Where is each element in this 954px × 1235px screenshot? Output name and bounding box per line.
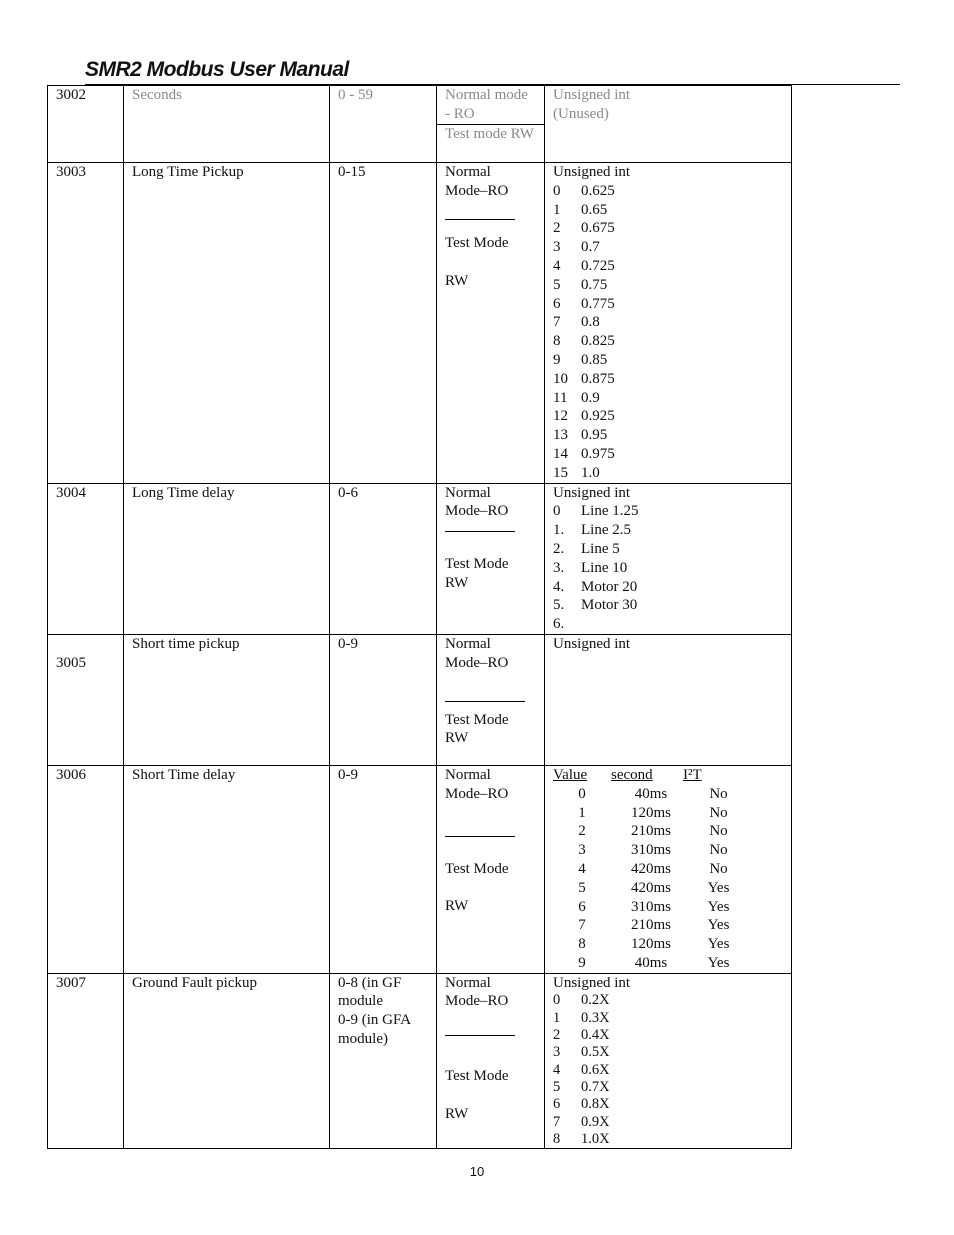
range-cell: 0-9 xyxy=(330,765,437,973)
list-item: 2 0.675 xyxy=(553,220,615,237)
name-cell: Short Time delay xyxy=(124,765,330,973)
table-row xyxy=(48,634,792,765)
table-row: 0 40ms No xyxy=(578,785,728,802)
type-label: Unsigned int xyxy=(553,87,631,103)
table-row: 8 120ms Yes xyxy=(578,936,730,953)
name-cell: Long Time Pickup xyxy=(124,163,330,484)
access-cell xyxy=(437,86,545,163)
list-item: 1. Line 2.5 xyxy=(553,522,631,539)
access-normal: Normal Mode–RO xyxy=(445,974,509,1010)
access-test: Test mode RW xyxy=(437,124,544,144)
table-row xyxy=(48,765,792,973)
list-item: 7 0.8 xyxy=(553,314,600,331)
range-cell: 0-9 xyxy=(330,634,437,765)
list-item: 9 0.85 xyxy=(553,351,608,368)
access-cell xyxy=(437,973,545,1148)
list-item: 0 Line 1.25 xyxy=(553,503,639,520)
table-row: 1 120ms No xyxy=(578,804,728,821)
type-cell xyxy=(545,634,792,765)
list-item: 5. Motor 30 xyxy=(553,597,638,614)
type-label: Unsigned int xyxy=(553,484,631,501)
access-rw: RW xyxy=(445,574,469,591)
type-cell xyxy=(545,973,792,1148)
list-item: 8 0.825 xyxy=(553,333,615,350)
delay-table-header: Value second I²T xyxy=(553,766,702,783)
list-item: 7 0.9X xyxy=(553,1113,610,1130)
access-normal: Normal Mode–RO xyxy=(445,635,509,671)
access-test: Test Mode xyxy=(445,1068,509,1085)
list-item: 5 0.7X xyxy=(553,1078,610,1095)
name-cell: Short time pickup xyxy=(124,634,330,765)
type-cell xyxy=(545,765,792,973)
type-label: Unsigned int xyxy=(553,635,631,652)
access-rw: RW xyxy=(445,730,469,747)
list-item: 13 0.95 xyxy=(553,427,608,444)
access-rw: RW xyxy=(445,1105,469,1122)
type-note: (Unused) xyxy=(553,105,609,122)
register-cell: 3007 xyxy=(48,973,124,1148)
list-item: 2 0.4X xyxy=(553,1027,610,1044)
table-row: 3 310ms No xyxy=(578,842,728,859)
table-row xyxy=(48,86,792,163)
range-cell: 0-6 xyxy=(330,483,437,634)
list-item: 11 0.9 xyxy=(553,389,600,406)
access-normal: Normal mode - RO xyxy=(445,87,528,122)
range-gfa: 0-9 (in GFA module) xyxy=(338,1012,411,1048)
access-normal: Normal Mode–RO xyxy=(445,484,509,520)
register-cell: 3003 xyxy=(48,163,124,484)
list-item: 4. Motor 20 xyxy=(553,578,638,595)
option-list xyxy=(553,182,783,483)
range-gf: 0-8 (in GF module xyxy=(338,974,402,1010)
table-row xyxy=(48,163,792,484)
register-cell: 3006 xyxy=(48,765,124,973)
list-item: 10 0.875 xyxy=(553,370,615,387)
register-cell: 3005 xyxy=(48,634,124,765)
list-item: 6. xyxy=(553,616,565,633)
range-cell: 0-15 xyxy=(330,163,437,484)
list-item: 0 0.625 xyxy=(553,182,615,199)
list-item: 6 0.775 xyxy=(553,295,615,312)
list-item: 1 0.65 xyxy=(553,201,608,218)
access-test: Test Mode xyxy=(445,860,509,877)
name-cell: Ground Fault pickup xyxy=(124,973,330,1148)
name-cell: Seconds xyxy=(124,86,330,163)
table-row: 9 40ms Yes xyxy=(578,954,730,971)
list-item: 12 0.925 xyxy=(553,408,615,425)
type-cell xyxy=(545,86,792,163)
register-cell: 3002 xyxy=(48,86,124,163)
access-cell xyxy=(437,765,545,973)
list-item: 14 0.975 xyxy=(553,445,615,462)
range-cell: 0 - 59 xyxy=(330,86,437,163)
access-rw: RW xyxy=(445,272,469,289)
type-label: Unsigned int xyxy=(553,164,631,180)
register-cell: 3004 xyxy=(48,483,124,634)
list-item: 1 0.3X xyxy=(553,1009,610,1026)
table-row: 2 210ms No xyxy=(578,823,728,840)
access-cell xyxy=(437,163,545,484)
type-cell xyxy=(545,483,792,634)
list-item: 2. Line 5 xyxy=(553,540,620,557)
type-label: Unsigned int xyxy=(553,974,631,991)
access-cell xyxy=(437,634,545,765)
page-title: SMR2 Modbus User Manual xyxy=(85,58,349,81)
table-row xyxy=(48,973,792,1148)
list-item: 5 0.75 xyxy=(553,276,608,293)
register-table xyxy=(47,85,792,1149)
list-item: 3 0.7 xyxy=(553,239,600,256)
table-row: 5 420ms Yes xyxy=(578,879,730,896)
access-test: Test Mode xyxy=(445,235,509,252)
list-item: 6 0.8X xyxy=(553,1096,610,1113)
access-normal: Normal Mode–RO xyxy=(445,766,509,802)
option-list xyxy=(553,992,783,1148)
list-item: 3. Line 10 xyxy=(553,559,628,576)
page-number: 10 xyxy=(469,1164,485,1179)
table-row: 4 420ms No xyxy=(578,860,728,877)
access-cell xyxy=(437,483,545,634)
name-cell: Long Time delay xyxy=(124,483,330,634)
access-normal: Normal Mode–RO xyxy=(445,164,509,199)
list-item: 4 0.6X xyxy=(553,1061,610,1078)
range-cell xyxy=(330,973,437,1148)
list-item: 0 0.2X xyxy=(553,992,610,1009)
list-item: 8 1.0X xyxy=(553,1130,610,1147)
table-row: 7 210ms Yes xyxy=(578,917,730,934)
table-row xyxy=(48,483,792,634)
table-row: 6 310ms Yes xyxy=(578,898,730,915)
option-list xyxy=(553,502,783,634)
access-rw: RW xyxy=(445,898,469,915)
access-test: Test Mode xyxy=(445,556,509,573)
list-item: 3 0.5X xyxy=(553,1044,610,1061)
list-item: 15 1.0 xyxy=(553,464,600,481)
type-cell xyxy=(545,163,792,484)
list-item: 4 0.725 xyxy=(553,257,615,274)
access-test: Test Mode xyxy=(445,711,509,728)
